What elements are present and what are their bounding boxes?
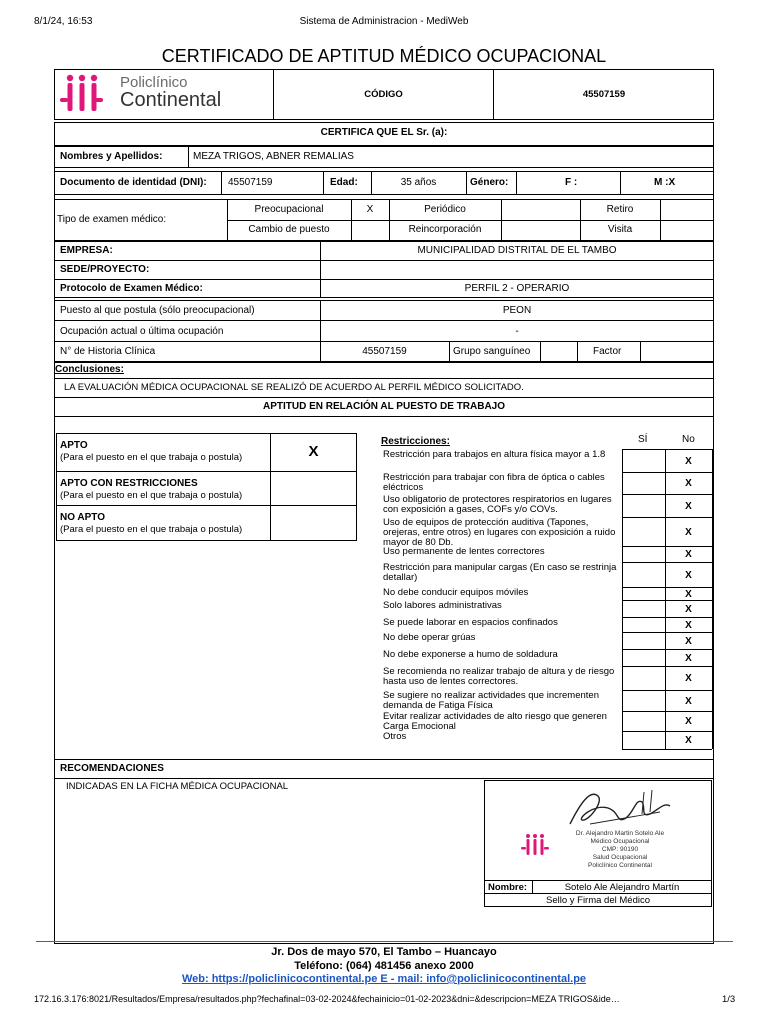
- restriccion-no-mark: X: [685, 735, 692, 746]
- edad-label: Edad:: [330, 177, 358, 188]
- restriccion-no-mark: X: [685, 604, 692, 615]
- restriccion-text: Uso de equipos de protección auditiva (Tapones, orejeras, entre otros) en lugares con exposición a ruido mayor de 80 Db.: [383, 517, 616, 548]
- tipo-periodico: Periódico: [424, 204, 466, 215]
- aptitud-title: NO APTO: [60, 512, 106, 523]
- tipo-retiro: Retiro: [606, 204, 634, 215]
- logo-people-icon: [58, 72, 118, 116]
- print-page-number: 1/3: [722, 994, 736, 1005]
- empresa-value: MUNICIPALIDAD DISTRITAL DE EL TAMBO: [417, 245, 617, 256]
- tipo-visita: Visita: [607, 224, 633, 235]
- logo-line1: Policlínico: [120, 74, 188, 91]
- stamp-line: CMP: 90190: [601, 846, 639, 853]
- print-tab-title: Sistema de Administracion - MediWeb: [299, 16, 469, 27]
- sello-label: Sello y Firma del Médico: [545, 895, 650, 906]
- stamp-line: Policlínico Continental: [588, 862, 652, 869]
- restriccion-grid-line: [622, 449, 712, 450]
- restriccion-grid-line: [622, 649, 712, 650]
- nombre-label: Nombre:: [488, 882, 528, 893]
- medico-name: Sotelo Ale Alejandro Martín: [564, 882, 680, 893]
- restriccion-text: Solo labores administrativas: [383, 600, 502, 611]
- restriccion-text: Uso permanente de lentes correctores: [383, 546, 545, 557]
- restriccion-text: Restricción para trabajos en altura física mayor a 1.8: [383, 449, 606, 460]
- factor-label: Factor: [593, 346, 622, 357]
- restriccion-text: Se recomienda no realizar trabajo de altura y de riesgo hasta uso de lentes correctores.: [383, 666, 615, 687]
- recomendaciones-label: RECOMENDACIONES: [60, 763, 164, 774]
- restriccion-no-mark: X: [685, 716, 692, 727]
- page-title: CERTIFICADO DE APTITUD MÉDICO OCUPACIONAL: [161, 46, 607, 66]
- puesto-value: PEON: [502, 305, 532, 316]
- restriccion-no-mark: X: [685, 456, 692, 467]
- restriccion-no-mark: X: [685, 549, 692, 560]
- restriccion-text: No debe conducir equipos móviles: [383, 587, 529, 598]
- restriccion-grid-line: [622, 690, 712, 691]
- restriccion-grid-line: [622, 562, 712, 563]
- codigo-label: CÓDIGO: [364, 89, 403, 100]
- protocolo-value: PERFIL 2 - OPERARIO: [464, 283, 570, 294]
- restriccion-no-mark: X: [685, 653, 692, 664]
- restriccion-no-mark: X: [685, 673, 692, 684]
- recomendaciones-value: INDICADAS EN LA FICHA MÉDICA OCUPACIONAL: [66, 781, 289, 792]
- sede-label: SEDE/PROYECTO:: [60, 264, 150, 275]
- aptitud-mark: X: [308, 443, 319, 460]
- empresa-label: EMPRESA:: [60, 245, 113, 256]
- restriccion-grid-line: [622, 517, 712, 518]
- stamp-line: Salud Ocupacional: [592, 854, 648, 861]
- stamp-line: Dr. Alejandro Martin Sotelo Ale: [575, 830, 665, 837]
- dni-label: Documento de identidad (DNI):: [60, 177, 207, 188]
- doctor-stamp: [555, 830, 685, 870]
- ocupacion-label: Ocupación actual o última ocupación: [60, 326, 224, 337]
- codigo-value: 45507159: [582, 89, 626, 100]
- grupo-label: Grupo sanguíneo: [453, 346, 531, 357]
- certifica-label: CERTIFICA QUE EL Sr. (a):: [320, 127, 448, 138]
- edad-value: 35 años: [400, 177, 437, 188]
- protocolo-label: Protocolo de Examen Médico:: [60, 283, 203, 294]
- aptitud-subtitle: (Para el puesto en el que trabaja o postula): [60, 524, 243, 535]
- stamp-line: Médico Ocupacional: [590, 838, 650, 845]
- nombres-value: MEZA TRIGOS, ABNER REMALIAS: [193, 151, 354, 162]
- tipo-preocupacional: Preocupacional: [254, 204, 324, 215]
- company-logo: [58, 72, 268, 116]
- restriccion-grid-line: [622, 617, 712, 618]
- aptitud-title: APTO: [60, 440, 88, 451]
- footer-address: Jr. Dos de mayo 570, El Tambo – Huancayo: [271, 946, 497, 958]
- restriccion-no-mark: X: [685, 696, 692, 707]
- restricciones-label: Restricciones:: [381, 436, 450, 447]
- restriccion-no-mark: X: [685, 527, 692, 538]
- restriccion-no-mark: X: [685, 620, 692, 631]
- no-header: No: [682, 434, 695, 445]
- restriccion-grid-line: [622, 546, 712, 547]
- restriccion-text: Restricción para manipular cargas (En caso se restrinja detallar): [383, 562, 617, 583]
- restriccion-grid-line: [622, 731, 712, 732]
- stamp-logo-icon: [520, 832, 550, 858]
- restriccion-no-mark: X: [685, 589, 692, 600]
- ocupacion-value: -: [515, 326, 519, 337]
- si-header: SÍ: [638, 434, 648, 445]
- tipo-reincorporacion: Reincorporación: [408, 224, 482, 235]
- tipo-cambio: Cambio de puesto: [248, 224, 330, 235]
- restriccion-no-mark: X: [685, 478, 692, 489]
- historia-label: N° de Historia Clínica: [60, 346, 156, 357]
- restriccion-grid-line: [622, 587, 712, 588]
- restriccion-text: No debe exponerse a humo de soldadura: [383, 649, 558, 660]
- genero-label: Género:: [470, 177, 509, 188]
- restriccion-grid-line: [622, 749, 712, 750]
- print-datetime: 8/1/24, 16:53: [34, 16, 93, 27]
- doctor-signature: [560, 784, 680, 834]
- conclusiones-value: LA EVALUACIÓN MÉDICA OCUPACIONAL SE REALIZÓ DE ACUERDO AL PERFIL MÉDICO SOLICITADO.: [64, 382, 524, 393]
- logo-line2: Continental: [120, 89, 222, 111]
- aptitud-subtitle: (Para el puesto en el que trabaja o postula): [60, 490, 243, 501]
- restriccion-grid-line: [622, 600, 712, 601]
- restriccion-text: Evitar realizar actividades de alto riesgo que generen Carga Emocional: [383, 711, 607, 732]
- tipo-label: Tipo de examen médico:: [57, 214, 167, 225]
- aptitud-subtitle: (Para el puesto en el que trabaja o postula): [60, 452, 243, 463]
- restriccion-grid-line: [622, 711, 712, 712]
- restriccion-grid-line: [622, 632, 712, 633]
- nombres-label: Nombres y Apellidos:: [60, 151, 163, 162]
- dni-value: 45507159: [228, 177, 273, 188]
- restriccion-no-mark: X: [685, 636, 692, 647]
- restriccion-no-mark: X: [685, 570, 692, 581]
- restriccion-text: Se sugiere no realizar actividades que incrementen demanda de Fatiga Física: [383, 690, 599, 711]
- restriccion-text: No debe operar grúas: [383, 632, 476, 643]
- restriccion-grid-line: [622, 666, 712, 667]
- restriccion-text: Restricción para trabajar con fibra de óptica o cables eléctricos: [383, 472, 605, 493]
- restriccion-text: Otros: [383, 731, 407, 742]
- footer-web-link[interactable]: Web: https://policlinicocontinental.pe E - mail: info@policlinicocontinental.pe: [181, 973, 587, 985]
- puesto-label: Puesto al que postula (sólo preocupacional): [60, 305, 255, 316]
- restriccion-grid-line: [622, 494, 712, 495]
- aptitud-title: APTO CON RESTRICCIONES: [60, 478, 198, 489]
- restriccion-no-mark: X: [685, 501, 692, 512]
- print-url: 172.16.3.176:8021/Resultados/Empresa/resultados.php?fechafinal=03-02-2024&fechainicio=01-02-2023&dni=&descripcion=MEZA TRIGOS&ide…: [34, 994, 620, 1004]
- restriccion-grid-line: [622, 472, 712, 473]
- genero-m: M :X: [654, 177, 676, 188]
- aptitud-header: APTITUD EN RELACIÓN AL PUESTO DE TRABAJO: [262, 401, 506, 412]
- conclusiones-label: Conclusiones:: [55, 364, 124, 375]
- historia-value: 45507159: [362, 346, 407, 357]
- footer-phone: Teléfono: (064) 481456 anexo 2000: [294, 960, 474, 972]
- restriccion-text: Uso obligatorio de protectores respiratorios en lugares con exposición a gases, COFs y/o COVs.: [383, 494, 612, 515]
- tipo-preocupacional-mark: X: [366, 204, 374, 215]
- genero-f: F :: [565, 177, 578, 188]
- restriccion-text: Se puede laborar en espacios confinados: [383, 617, 558, 628]
